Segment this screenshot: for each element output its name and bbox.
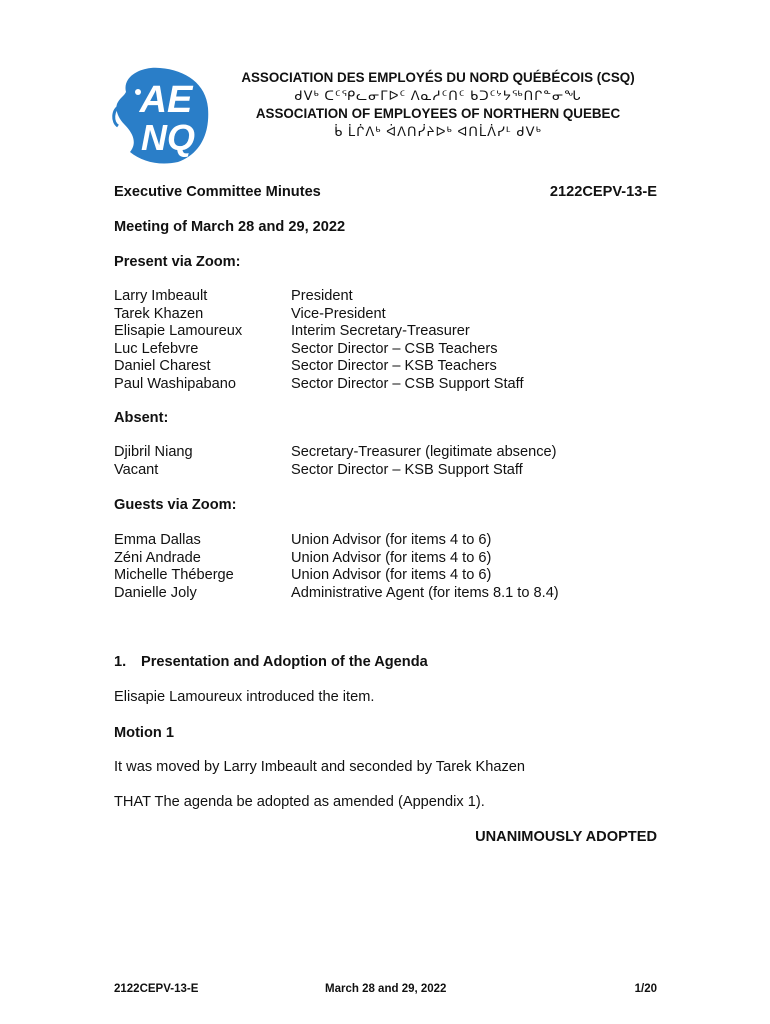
document-number: 2122CEPV-13-E: [549, 184, 657, 200]
motion-resolution: THAT The agenda be adopted as amended (Appendix 1).: [114, 794, 485, 810]
guest-name: Michelle Théberge: [114, 567, 234, 583]
present-roles: [291, 288, 524, 393]
letterhead-inuktitut: ᑯᐯᒃ ᑕᑦᕿᓚᓂᒥᐅᑦ ᐱᓇᓱᑦᑎᑦ ᑲᑐᑦᔾᔭᖅᑎᒋᓐᓂᖓ: [294, 88, 582, 103]
absent-heading: Absent:: [114, 410, 169, 426]
document-title: Executive Committee Minutes: [114, 184, 321, 200]
letterhead-cree: ᑳ ᒫᒌᐱᒃ ᐋᐱᑎᓰᔨᐅᒃ ᐊᑎᒫᐲᓯᒻ ᑯᐯᒃ: [334, 124, 542, 139]
attendee-role: President: [291, 288, 353, 304]
footer-date: March 28 and 29, 2022: [325, 983, 447, 995]
guest-role: Union Advisor (for items 4 to 6): [291, 532, 492, 548]
present-heading: Present via Zoom:: [114, 254, 241, 270]
attendee-name: Tarek Khazen: [114, 305, 204, 322]
guest-role: Union Advisor (for items 4 to 6): [291, 549, 492, 566]
letterhead-english: ASSOCIATION OF EMPLOYEES OF NORTHERN QUEBEC: [255, 106, 621, 121]
guest-role: Administrative Agent (for items 8.1 to 8.4): [291, 584, 559, 601]
guest-names: [114, 532, 234, 602]
absentee-role: Sector Director – KSB Support Staff: [291, 461, 523, 478]
motion-moved: It was moved by Larry Imbeault and seconded by Tarek Khazen: [114, 759, 526, 775]
absent-roles: [291, 444, 557, 479]
section-intro: Elisapie Lamoureux introduced the item.: [114, 689, 375, 705]
guest-name: Danielle Joly: [114, 584, 197, 601]
attendee-role: Vice-President: [291, 305, 386, 322]
logo-letters-top: AE: [139, 79, 193, 121]
section-title: Presentation and Adoption of the Agenda: [141, 654, 428, 670]
attendee-name: Daniel Charest: [114, 358, 211, 374]
attendee-name: Larry Imbeault: [114, 288, 208, 304]
guest-role: Union Advisor (for items 4 to 6): [291, 567, 492, 583]
guest-name: Emma Dallas: [114, 532, 201, 548]
section-number: 1.: [114, 654, 127, 670]
attendee-role: Interim Secretary-Treasurer: [291, 323, 470, 339]
letterhead-french: ASSOCIATION DES EMPLOYÉS DU NORD QUÉBÉCOIS (CSQ): [241, 70, 635, 85]
absentee-name: Vacant: [114, 461, 159, 478]
present-names: [114, 288, 242, 393]
attendee-role: Sector Director – KSB Teachers: [291, 358, 497, 374]
aenq-logo: [108, 62, 212, 166]
guest-roles: [291, 532, 559, 602]
attendee-role: Sector Director – CSB Teachers: [291, 340, 498, 357]
attendee-name: Elisapie Lamoureux: [114, 323, 243, 339]
attendee-role: Sector Director – CSB Support Staff: [291, 375, 524, 392]
logo-letters-bottom: NQ: [141, 117, 195, 158]
attendee-name: Paul Washipabano: [114, 375, 236, 392]
guest-name: Zéni Andrade: [114, 549, 201, 566]
absentee-name: Djibril Niang: [114, 444, 193, 460]
motion-result: UNANIMOUSLY ADOPTED: [475, 829, 657, 845]
footer-doc-number: 2122CEPV-13-E: [114, 983, 199, 995]
guests-heading: Guests via Zoom:: [114, 497, 237, 513]
absent-names: [114, 444, 193, 479]
meeting-date: Meeting of March 28 and 29, 2022: [114, 219, 346, 235]
footer-page-number: 1/20: [634, 983, 657, 995]
attendee-name: Luc Lefebvre: [114, 340, 199, 357]
absentee-role: Secretary-Treasurer (legitimate absence): [291, 444, 557, 460]
motion-label: Motion 1: [114, 725, 174, 741]
